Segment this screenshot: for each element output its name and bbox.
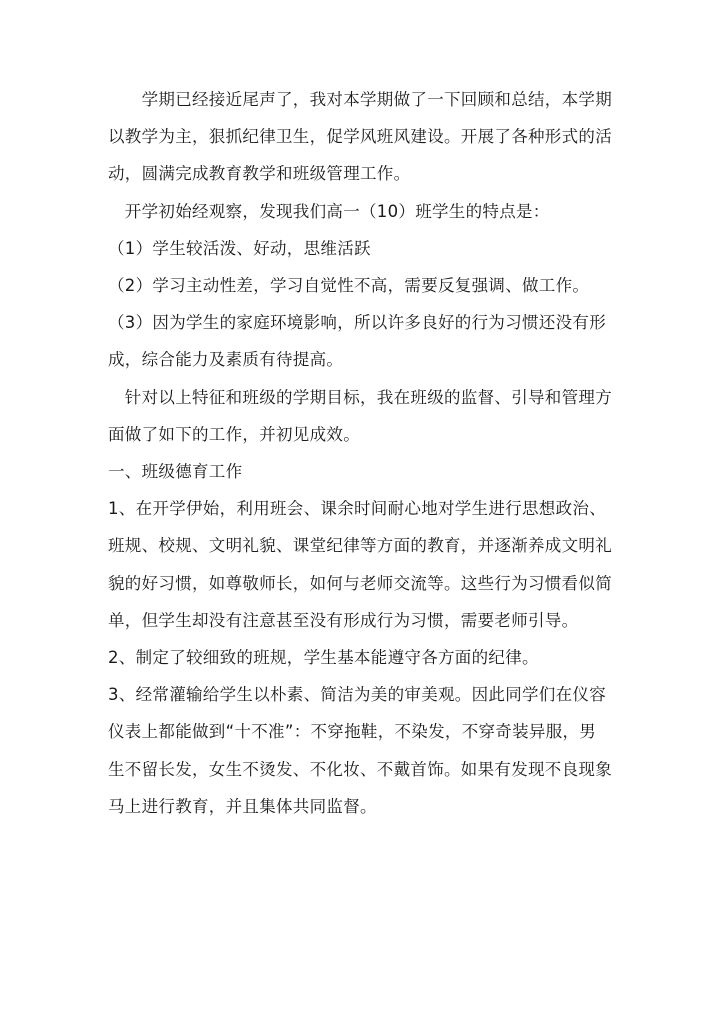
text-line: （3）因为学生的家庭环境影响，所以许多良好的行为习惯还没有形	[108, 313, 606, 332]
text-line: 1、在开学伊始，利用班会、课余时间耐心地对学生进行思想政治、	[108, 499, 606, 518]
text-line: 以教学为主，狠抓纪律卫生，促学风班风建设。开展了各种形式的活	[108, 127, 612, 146]
text-line: 动，圆满完成教育教学和班级管理工作。	[108, 164, 411, 183]
text-line: （2）学习主动性差，学习自觉性不高，需要反复强调、做工作。	[108, 276, 590, 295]
text-line: 开学初始经观察，发现我们高一（10）班学生的特点是：	[108, 202, 550, 221]
text-line: 2、制定了较细致的班规，学生基本能遵守各方面的纪律。	[108, 648, 539, 667]
text-line: 面做了如下的工作，并初见成效。	[108, 425, 360, 444]
text-line: 生不留长发，女生不烫发、不化妆、不戴首饰。如果有发现不良现象	[108, 760, 612, 779]
text-line: （1）学生较活泼、好动，思维活跃	[108, 239, 371, 258]
text-line: 仪表上都能做到“十不准”：不穿拖鞋，不染发，不穿奇装异服，男	[108, 722, 597, 741]
text-line: 貌的好习惯，如尊敬师长，如何与老师交流等。这些行为习惯看似简	[108, 574, 612, 593]
text-line: 3、经常灌输给学生以朴素、简洁为美的审美观。因此同学们在仪容	[108, 685, 606, 704]
text-line: 班规、校规、文明礼貌、课堂纪律等方面的教育，并逐渐养成文明礼	[108, 536, 612, 555]
text-line: 成，综合能力及素质有待提高。	[108, 350, 344, 369]
text-line: 针对以上特征和班级的学期目标，我在班级的监督、引导和管理方	[108, 388, 612, 407]
text-line: 学期已经接近尾声了，我对本学期做了一下回顾和总结，本学期	[108, 90, 612, 109]
text-line: 单，但学生却没有注意甚至没有形成行为习惯，需要老师引导。	[108, 611, 579, 630]
section-heading: 一、班级德育工作	[108, 462, 243, 481]
text-line: 马上进行教育，并且集体共同监督。	[108, 797, 377, 816]
